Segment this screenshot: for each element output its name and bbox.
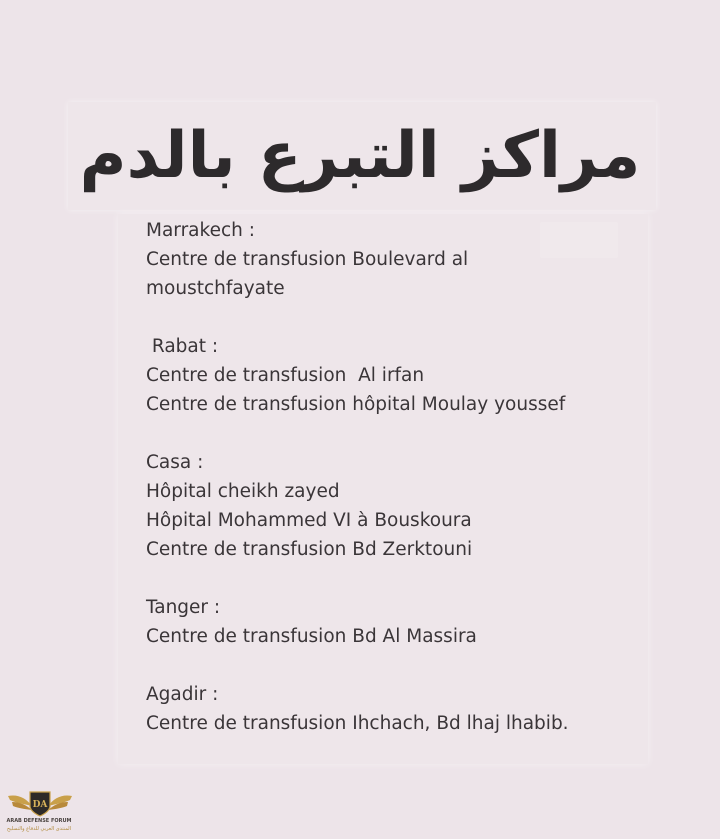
- forum-name-ar: المنتدى العربي للدفاع والتسليح: [6, 826, 72, 832]
- center-line: Centre de transfusion Bd Zerktouni: [146, 539, 473, 560]
- center-line: Centre de transfusion hôpital Moulay youssef: [146, 394, 566, 415]
- forum-name-en: ARAB DEFENSE FORUM: [6, 818, 72, 824]
- center-line: moustchfayate: [146, 278, 285, 299]
- city-heading-casa: Casa :: [146, 452, 204, 473]
- centers-list: [146, 216, 706, 738]
- city-heading-rabat: Rabat :: [146, 336, 219, 357]
- page-title: مراكز التبرع بالدم: [79, 119, 641, 193]
- center-line: Centre de transfusion Al irfan: [146, 365, 425, 386]
- center-line: Centre de transfusion Boulevard al: [146, 249, 469, 270]
- center-line: Hôpital Mohammed VI à Bouskoura: [146, 510, 472, 531]
- center-line: Centre de transfusion Bd Al Massira: [146, 626, 477, 647]
- svg-text:DA: DA: [32, 800, 48, 810]
- center-line: Centre de transfusion Ihchach, Bd lhaj lhabib.: [146, 713, 569, 734]
- city-heading-agadir: Agadir :: [146, 684, 219, 705]
- city-heading-marrakech: Marrakech :: [146, 220, 255, 241]
- center-line: Hôpital cheikh zayed: [146, 481, 340, 502]
- city-heading-tanger: Tanger :: [146, 597, 221, 618]
